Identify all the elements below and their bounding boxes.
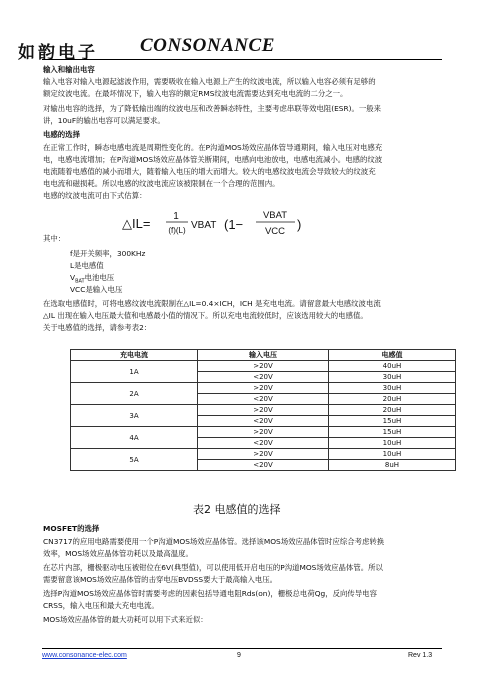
where-label: 其中： bbox=[43, 234, 66, 243]
formula-frac-num: VBAT bbox=[262, 210, 288, 221]
cell-voltage: >20V bbox=[198, 427, 329, 438]
section-title-capacitor: 输入和输出电容 bbox=[43, 65, 95, 74]
cell-inductance: 10uH bbox=[328, 449, 455, 460]
cell-voltage: >20V bbox=[198, 405, 329, 416]
header-input-voltage: 输入电压 bbox=[198, 350, 329, 361]
footer-website-link[interactable]: www.consonance-elec.com bbox=[42, 652, 127, 659]
cell-inductance: 20uH bbox=[328, 394, 455, 405]
cell-inductance: 20uH bbox=[328, 405, 455, 416]
cell-voltage: >20V bbox=[198, 383, 329, 394]
cell-current: 3A bbox=[71, 405, 198, 427]
cell-voltage: <20V bbox=[198, 394, 329, 405]
paragraph-line: CRSS，输入电压和最大充电电流。 bbox=[43, 601, 159, 610]
cell-inductance: 8uH bbox=[328, 460, 455, 471]
cell-current: 2A bbox=[71, 383, 198, 405]
cell-inductance: 15uH bbox=[328, 427, 455, 438]
cell-voltage: >20V bbox=[198, 361, 329, 372]
paragraph-line: △IL 出现在输入电压最大值和电感最小值的情况下。所以充电电流较低时，应该选用较大的电感值。 bbox=[43, 311, 368, 320]
formula-vbat: VBAT bbox=[191, 220, 217, 231]
formula-frac-den: VCC bbox=[264, 226, 286, 237]
formula-den: (f)(L) bbox=[168, 226, 186, 235]
paragraph-line: 关于电感值的选择，请参考表2： bbox=[43, 323, 152, 332]
company-name-cn: 如韵电子 bbox=[18, 43, 98, 63]
header-divider bbox=[42, 59, 442, 60]
cell-inductance: 30uH bbox=[328, 383, 455, 394]
cell-voltage: <20V bbox=[198, 460, 329, 471]
paragraph-line: 对输出电容的选择，为了降低输出端的纹波电压和改善瞬态特性，主要考虑串联等效电阻(ESR)。一般来 bbox=[43, 104, 382, 113]
paragraph-line: 电，电感电流增加；在P沟道MOS场效应晶体管关断期间，电感向电池放电，电感电流减小。电感的纹波 bbox=[43, 155, 383, 164]
revision-label: Rev 1.3 bbox=[408, 652, 433, 659]
paragraph-line: 在正常工作时，瞬态电感电流是周期性变化的。在P沟道MOS场效应晶体管导通期间，输入电压对电感充 bbox=[43, 143, 383, 152]
cell-current: 5A bbox=[71, 449, 198, 471]
formula-close: ) bbox=[297, 217, 302, 232]
table-row bbox=[71, 427, 456, 438]
var-inductance: L是电感值 bbox=[70, 261, 104, 270]
footer-divider bbox=[42, 648, 442, 649]
paragraph-line: 额定纹波电流。在最坏情况下，输入电容的额定RMS纹波电流需要达到充电电流的二分之一。 bbox=[43, 89, 348, 98]
paragraph-line: 输入电容对输入电源起滤波作用，需要吸收在输入电源上产生的纹波电流，所以输入电容必须有足够的 bbox=[43, 77, 376, 86]
table-row bbox=[71, 361, 456, 372]
var-vbat: $V_{BAT}$电池电压 bbox=[70, 273, 115, 285]
cell-current: 1A bbox=[71, 361, 198, 383]
cell-voltage: <20V bbox=[198, 438, 329, 449]
formula-num: 1 bbox=[173, 211, 179, 222]
paragraph-line: 需要留意该MOS场效应晶体管的击穿电压BVDSS要大于最高输入电压。 bbox=[43, 575, 278, 584]
cell-current: 4A bbox=[71, 427, 198, 449]
header-charge-current: 充电电流 bbox=[71, 350, 198, 361]
formula-lhs: △IL= bbox=[122, 216, 151, 231]
cell-inductance: 15uH bbox=[328, 416, 455, 427]
paragraph-line: MOS场效应晶体管的最大功耗可以用下式来近似： bbox=[43, 615, 208, 624]
var-vbat-sub: BAT bbox=[75, 278, 85, 285]
formula-open: (1− bbox=[224, 217, 244, 232]
cell-voltage: <20V bbox=[198, 416, 329, 427]
paragraph-line: 电电流和磁损耗。所以电感的纹波电流应该被限制在一个合理的范围内。 bbox=[43, 179, 280, 188]
paragraph-line: 讲，10uF的输出电容可以满足要求。 bbox=[43, 116, 165, 125]
company-name-en: CONSONANCE bbox=[140, 35, 275, 56]
ripple-current-formula bbox=[120, 207, 340, 241]
section-title-inductor: 电感的选择 bbox=[43, 130, 80, 139]
cell-inductance: 10uH bbox=[328, 438, 455, 449]
paragraph-line: 选择P沟道MOS场效应晶体管时需要考虑的因素包括导通电阻Rds(on)，栅极总电荷Qg，反向传导电容 bbox=[43, 589, 377, 598]
cell-voltage: >20V bbox=[198, 449, 329, 460]
var-vcc: VCC是输入电压 bbox=[70, 285, 123, 294]
paragraph-line: 效率，MOS场效应晶体管功耗以及最高温度。 bbox=[43, 549, 193, 558]
paragraph-line: CN3717的应用电路需要使用一个P沟道MOS场效应晶体管。选择该MOS场效应晶体管时应综合考虑转换 bbox=[43, 537, 385, 546]
cell-inductance: 30uH bbox=[328, 372, 455, 383]
paragraph-line: 在选取电感值时，可将电感纹波电流限制在△IL=0.4×ICH，ICH 是充电电流。请留意最大电感纹波电流 bbox=[43, 299, 381, 308]
inductor-selection-table bbox=[70, 349, 456, 471]
var-vbat-text: 电池电压 bbox=[84, 273, 115, 282]
table-row bbox=[71, 449, 456, 460]
table-header-row bbox=[71, 350, 456, 361]
paragraph-line: 在芯片内部，栅极驱动电压被钳位在6V(典型值)，可以使用低开启电压的P沟道MOS场效应晶体管。所以 bbox=[43, 563, 383, 572]
table-caption: 表2 电感值的选择 bbox=[193, 503, 281, 516]
var-frequency: f是开关频率，300KHz bbox=[70, 249, 146, 258]
cell-inductance: 40uH bbox=[328, 361, 455, 372]
paragraph-line: 电流随着电感值的减小而增大，随着输入电压的增大而增大。较大的电感纹波电流会导致较大的纹波充 bbox=[43, 167, 376, 176]
section-title-mosfet: MOSFET的选择 bbox=[43, 524, 100, 533]
table-row bbox=[71, 383, 456, 394]
page-number: 9 bbox=[237, 652, 241, 659]
paragraph-line: 电感的纹波电流可由下式估算： bbox=[43, 191, 147, 200]
header-inductance: 电感值 bbox=[328, 350, 455, 361]
table-row bbox=[71, 405, 456, 416]
cell-voltage: <20V bbox=[198, 372, 329, 383]
